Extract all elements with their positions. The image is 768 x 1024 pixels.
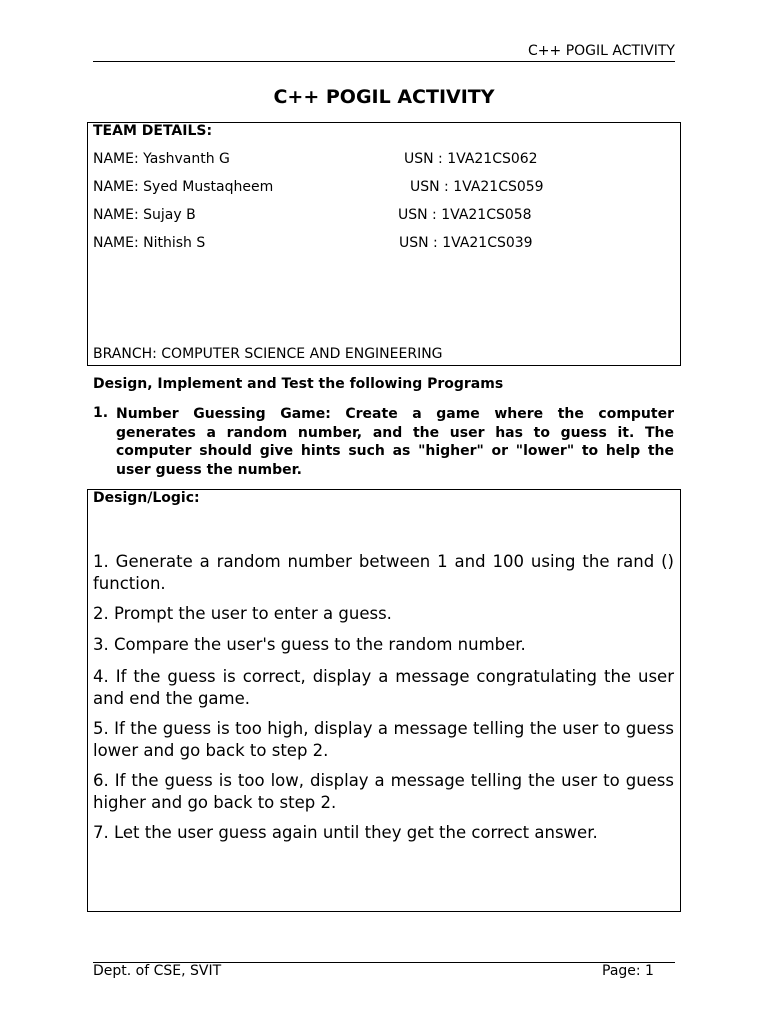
logic-step: 5. If the guess is too high, display a message telling the user to guess lower and go back to step 2. — [93, 719, 674, 760]
logic-step: 2. Prompt the user to enter a guess. — [93, 604, 392, 623]
logic-step: 3. Compare the user's guess to the random number. — [93, 635, 526, 654]
member-name: NAME: Syed Mustaqheem — [93, 179, 274, 195]
task-description: Number Guessing Game: Create a game where the computer generates a random number, and the user has to guess it. The computer should give hints such as "higher" or "lower" to help the user guess the number. — [116, 406, 674, 478]
header-rule — [93, 61, 675, 62]
member-usn: USN : 1VA21CS062 — [404, 151, 538, 167]
member-usn: USN : 1VA21CS058 — [398, 207, 532, 223]
running-header: C++ POGIL ACTIVITY — [528, 43, 675, 59]
design-logic-heading: Design/Logic: — [93, 490, 200, 506]
member-name: NAME: Nithish S — [93, 235, 206, 251]
member-name: NAME: Yashvanth G — [93, 151, 230, 167]
member-usn: USN : 1VA21CS059 — [410, 179, 544, 195]
logic-step: 6. If the guess is too low, display a message telling the user to guess higher and go back to step 2. — [93, 771, 674, 812]
footer-department: Dept. of CSE, SVIT — [93, 963, 222, 979]
logic-step: 1. Generate a random number between 1 and 100 using the rand () function. — [93, 552, 674, 593]
instruction-text: Design, Implement and Test the following Programs — [93, 376, 504, 392]
team-details-heading: TEAM DETAILS: — [93, 123, 213, 139]
task-number: 1. — [93, 405, 109, 421]
member-usn: USN : 1VA21CS039 — [399, 235, 533, 251]
member-name: NAME: Sujay B — [93, 207, 196, 223]
logic-step: 4. If the guess is correct, display a message congratulating the user and end the game. — [93, 667, 674, 708]
logic-step: 7. Let the user guess again until they get the correct answer. — [93, 823, 598, 842]
footer-page-number: Page: 1 — [602, 963, 654, 979]
page-title: C++ POGIL ACTIVITY — [273, 86, 495, 108]
branch-label: BRANCH: COMPUTER SCIENCE AND ENGINEERING — [93, 346, 443, 362]
